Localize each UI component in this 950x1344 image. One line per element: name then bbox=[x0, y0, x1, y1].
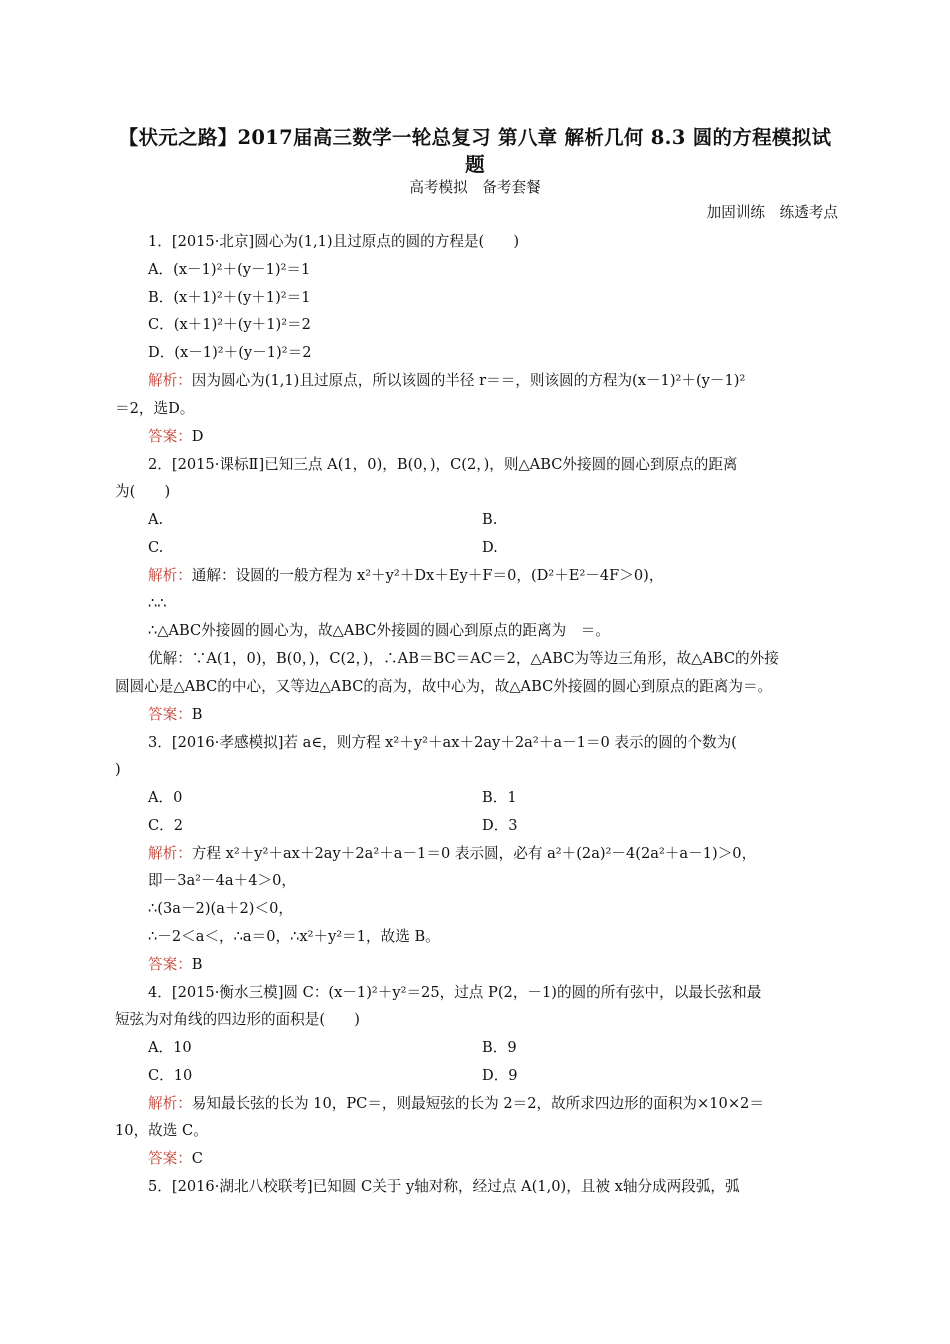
solution-text: 通解：设圆的一般方程为 x²＋y²＋Dx＋Ey＋F＝0，(D²＋E²－4F＞0)， bbox=[191, 567, 664, 584]
answer-value: B bbox=[191, 956, 203, 973]
question-2-solution-line-3: ∴△ABC外接圆的圆心为，故△ABC外接圆的圆心到原点的距离为 ＝。 bbox=[148, 622, 610, 639]
question-4-answer bbox=[148, 1149, 203, 1169]
question-1-option-b: B．(x＋1)²＋(y＋1)²＝1 bbox=[148, 289, 311, 306]
answer-label: 答案： bbox=[148, 1150, 192, 1167]
question-3-option-c: C．2 bbox=[148, 817, 184, 834]
question-2-option-d: D. bbox=[482, 539, 498, 556]
answer-value: B bbox=[191, 706, 203, 723]
solution-label: 解析： bbox=[148, 1095, 192, 1112]
question-4-stem-cont: 短弦为对角线的四边形的面积是( ) bbox=[115, 1011, 360, 1028]
answer-value: D bbox=[191, 428, 204, 445]
question-2-option-b: B. bbox=[482, 511, 498, 528]
question-4-solution-cont: 10，故选 C。 bbox=[115, 1122, 208, 1139]
question-2-option-c: C. bbox=[148, 539, 164, 556]
question-4-option-b: B．9 bbox=[482, 1039, 517, 1056]
question-2-solution-line-4: 优解：∵A(1，0)，B(0，)，C(2，)，∴AB＝BC＝AC＝2，△ABC为等边三角形，故△ABC的外接 bbox=[148, 650, 779, 667]
solution-label: 解析： bbox=[148, 567, 192, 584]
solution-text: 因为圆心为(1,1)且过原点，所以该圆的半径 r＝＝，则该圆的方程为(x－1)²＋(y－1)² bbox=[191, 372, 746, 389]
question-3-solution-line-4: ∴－2＜a＜，∴a＝0，∴x²＋y²＝1，故选 B。 bbox=[148, 928, 440, 945]
question-4-stem: 4．[2015·衡水三模]圆 C：(x－1)²＋y²＝25，过点 P(2，－1)的圆的所有弦中，以最长弦和最 bbox=[148, 984, 762, 1001]
question-1-solution bbox=[148, 371, 745, 391]
question-3-stem-cont: ) bbox=[115, 761, 121, 778]
solution-text: 方程 x²＋y²＋ax＋2ay＋2a²＋a－1＝0 表示圆，必有 a²＋(2a)²－4(2a²＋a－1)＞0， bbox=[191, 845, 757, 862]
solution-label: 解析： bbox=[148, 372, 192, 389]
question-4-option-a: A．10 bbox=[148, 1039, 192, 1056]
question-3-option-a: A．0 bbox=[148, 789, 183, 806]
question-3-solution-line-2: 即－3a²－4a＋4＞0， bbox=[148, 872, 296, 889]
answer-label: 答案： bbox=[148, 428, 192, 445]
question-4-option-c: C．10 bbox=[148, 1067, 193, 1084]
solution-text: 易知最长弦的长为 10，PC＝，则最短弦的长为 2＝2，故所求四边形的面积为×10×2＝ bbox=[191, 1095, 764, 1112]
question-2-option-a: A. bbox=[148, 511, 164, 528]
question-4-option-d: D．9 bbox=[482, 1067, 518, 1084]
question-3-stem: 3．[2016·孝感模拟]若 a∈，则方程 x²＋y²＋ax＋2ay＋2a²＋a－1＝0 表示的圆的个数为( bbox=[148, 734, 737, 751]
document-title: 【状元之路】2017届高三数学一轮总复习 第八章 解析几何 8.3 圆的方程模拟试题 bbox=[118, 126, 832, 176]
document-subtitle: 高考模拟 备考套餐 bbox=[409, 179, 541, 196]
question-1-option-c: C．(x＋1)²＋(y＋1)²＝2 bbox=[148, 316, 311, 333]
answer-label: 答案： bbox=[148, 706, 192, 723]
question-2-solution-line-5: 圆圆心是△ABC的中心，又等边△ABC的高为，故中心为，故△ABC外接圆的圆心到原点的距离为＝。 bbox=[115, 678, 773, 695]
question-2-answer bbox=[148, 705, 203, 725]
section-note: 加固训练 练透考点 bbox=[706, 204, 838, 221]
question-3-option-d: D．3 bbox=[482, 817, 518, 834]
question-1-option-d: D．(x－1)²＋(y－1)²＝2 bbox=[148, 344, 312, 361]
question-2-stem: 2．[2015·课标Ⅱ]已知三点 A(1，0)，B(0，)，C(2，)，则△ABC外接圆的圆心到原点的距离 bbox=[148, 456, 738, 473]
question-1-answer bbox=[148, 427, 204, 447]
answer-label: 答案： bbox=[148, 956, 192, 973]
question-1-option-a: A．(x－1)²＋(y－1)²＝1 bbox=[148, 261, 311, 278]
answer-value: C bbox=[191, 1150, 203, 1167]
question-1-stem: 1．[2015·北京]圆心为(1,1)且过原点的圆的方程是( ) bbox=[148, 233, 520, 250]
question-4-solution bbox=[148, 1094, 764, 1114]
question-3-solution-line-3: ∴(3a－2)(a＋2)＜0， bbox=[148, 900, 293, 917]
question-2-solution bbox=[148, 566, 663, 586]
solution-label: 解析： bbox=[148, 845, 192, 862]
question-5-stem: 5．[2016·湖北八校联考]已知圆 C关于 y轴对称，经过点 A(1,0)，且被 x轴分成两段弧，弧 bbox=[148, 1178, 740, 1195]
question-1-solution-cont: ＝2，选D。 bbox=[115, 400, 195, 417]
question-3-answer bbox=[148, 955, 203, 975]
question-3-option-b: B．1 bbox=[482, 789, 517, 806]
question-2-stem-cont: 为( ) bbox=[115, 483, 171, 500]
question-3-solution bbox=[148, 844, 756, 864]
question-2-solution-line-2: ∴∴ bbox=[148, 595, 167, 612]
